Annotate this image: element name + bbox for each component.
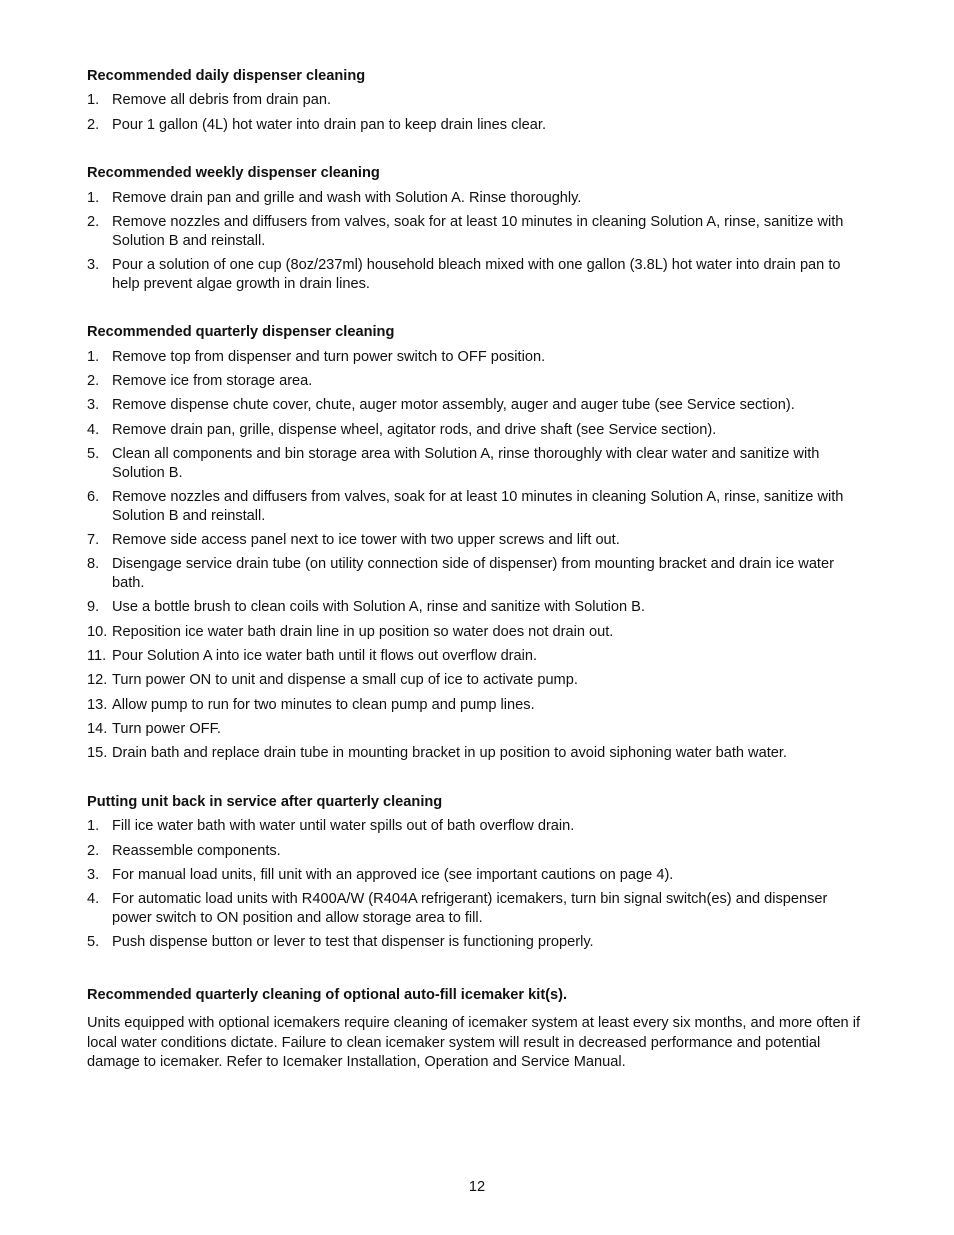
item-text: Remove nozzles and diffusers from valves, soak for at least 10 minutes in cleaning Solution A, rinse, sanitize with Solution B and reinstall. (112, 489, 844, 524)
item-text: Allow pump to run for two minutes to clean pump and pump lines. (112, 697, 535, 713)
body-paragraph: Units equipped with optional icemakers require cleaning of icemaker system at least every six months, and more often if local water conditions dictate. Failure to clean icemaker system will result in decreased performance and potential damage to icemaker. Refer to Icemaker Installation, Operation and Service Manual. (87, 1015, 861, 1070)
list-item (87, 720, 862, 739)
section-heading-auto-fill: Recommended quarterly cleaning of optional auto-fill icemaker kit(s). (87, 987, 568, 1003)
item-text: Turn power OFF. (112, 721, 221, 737)
section-heading-weekly: Recommended weekly dispenser cleaning (87, 165, 380, 181)
list-item (87, 189, 862, 208)
list-item (87, 256, 862, 294)
item-number: 14. (87, 721, 108, 737)
list-item (87, 890, 862, 928)
item-text: Remove nozzles and diffusers from valves, soak for at least 10 minutes in cleaning Solution A, rinse, sanitize with Solution B and reinstall. (112, 214, 844, 249)
item-number: 3. (87, 257, 100, 273)
item-text: Drain bath and replace drain tube in mounting bracket in up position to avoid siphoning water bath water. (112, 745, 787, 761)
item-text: Reposition ice water bath drain line in up position so water does not drain out. (112, 624, 614, 640)
list-item (87, 396, 862, 415)
item-number: 4. (87, 422, 100, 438)
item-text: Reassemble components. (112, 843, 281, 859)
list-item (87, 116, 862, 135)
item-number: 5. (87, 934, 100, 950)
item-number: 2. (87, 214, 100, 230)
item-number: 4. (87, 891, 100, 907)
item-number: 8. (87, 556, 100, 572)
item-number: 1. (87, 92, 100, 108)
item-text: Clean all components and bin storage area with Solution A, rinse thoroughly with clear water and sanitize with Solution B. (112, 446, 820, 481)
list-item (87, 555, 862, 593)
item-number: 2. (87, 843, 100, 859)
section-heading-quarterly: Recommended quarterly dispenser cleaning (87, 324, 395, 340)
item-number: 10. (87, 624, 108, 640)
list-item (87, 933, 862, 952)
item-text: Pour Solution A into ice water bath until it flows out overflow drain. (112, 648, 538, 664)
item-text: Push dispense button or lever to test that dispenser is functioning properly. (112, 934, 594, 950)
item-text: Pour a solution of one cup (8oz/237ml) household bleach mixed with one gallon (3.8L) hot water into drain pan to help prevent algae growth in drain lines. (112, 257, 841, 292)
list-item (87, 671, 862, 690)
item-text: Turn power ON to unit and dispense a small cup of ice to activate pump. (112, 672, 578, 688)
item-text: Remove dispense chute cover, chute, auger motor assembly, auger and auger tube (see Service section). (112, 397, 795, 413)
item-number: 13. (87, 697, 108, 713)
list-item (87, 817, 862, 836)
item-text: Remove drain pan and grille and wash with Solution A. Rinse thoroughly. (112, 190, 582, 206)
item-text: Use a bottle brush to clean coils with Solution A, rinse and sanitize with Solution B. (112, 599, 645, 615)
list-item (87, 866, 862, 885)
item-number: 6. (87, 489, 100, 505)
item-number: 12. (87, 672, 108, 688)
item-number: 11. (87, 648, 107, 664)
list-item (87, 213, 862, 251)
item-text: Disengage service drain tube (on utility connection side of dispenser) from mounting bracket and drain ice water bath. (112, 556, 834, 591)
list-item (87, 421, 862, 440)
item-text: Pour 1 gallon (4L) hot water into drain pan to keep drain lines clear. (112, 117, 547, 133)
item-number: 2. (87, 373, 100, 389)
item-number: 5. (87, 446, 100, 462)
item-text: Remove top from dispenser and turn power switch to OFF position. (112, 349, 546, 365)
item-number: 2. (87, 117, 100, 133)
list-item (87, 598, 862, 617)
item-number: 15. (87, 745, 108, 761)
item-number: 9. (87, 599, 100, 615)
item-text: Fill ice water bath with water until water spills out of bath overflow drain. (112, 818, 575, 834)
list-item (87, 647, 862, 666)
item-number: 1. (87, 818, 100, 834)
list-item (87, 842, 862, 861)
item-number: 3. (87, 867, 100, 883)
section-heading-back-in-service: Putting unit back in service after quarterly cleaning (87, 794, 443, 810)
item-number: 7. (87, 532, 100, 548)
item-text: For manual load units, fill unit with an approved ice (see important cautions on page 4). (112, 867, 674, 883)
list-item (87, 91, 862, 110)
list-item (87, 445, 862, 483)
section-heading-daily: Recommended daily dispenser cleaning (87, 68, 366, 84)
item-text: For automatic load units with R400A/W (R404A refrigerant) icemakers, turn bin signal switch(es) and dispenser power switch to ON position and allow storage area to fill. (112, 891, 828, 926)
item-text: Remove side access panel next to ice tower with two upper screws and lift out. (112, 532, 620, 548)
item-number: 1. (87, 190, 100, 206)
list-item (87, 696, 862, 715)
item-text: Remove ice from storage area. (112, 373, 313, 389)
list-item (87, 488, 862, 526)
item-text: Remove all debris from drain pan. (112, 92, 332, 108)
page-number: 12 (468, 1179, 486, 1195)
list-item (87, 531, 862, 550)
item-number: 1. (87, 349, 100, 365)
list-item (87, 372, 862, 391)
list-item (87, 623, 862, 642)
list-item (87, 744, 862, 763)
list-item (87, 348, 862, 367)
item-number: 3. (87, 397, 100, 413)
item-text: Remove drain pan, grille, dispense wheel, agitator rods, and drive shaft (see Service section). (112, 422, 717, 438)
